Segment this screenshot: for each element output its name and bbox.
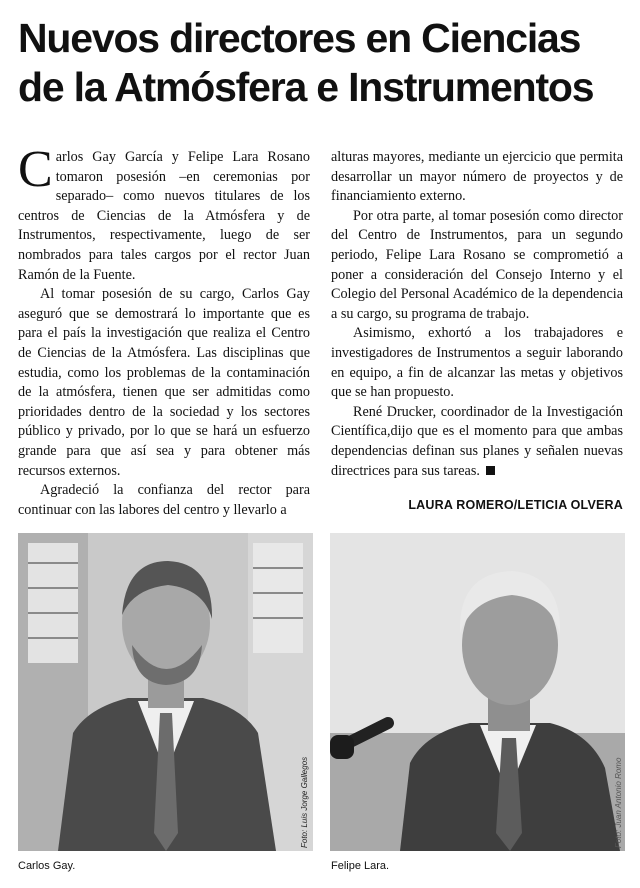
photo-carlos-gay: [18, 533, 313, 851]
photo-credit: Foto: Luis Jorge Gallegos: [300, 756, 309, 848]
photo-caption: Felipe Lara.: [331, 860, 390, 872]
photo-caption: Carlos Gay.: [18, 860, 76, 872]
article-paragraph: alturas mayores, mediante un ejercicio que permita desarrollar un mayor número de proyectos y de financiamiento externo.: [331, 149, 623, 205]
portrait-illustration: [18, 533, 313, 851]
article-column-right: [331, 148, 623, 481]
article-paragraph: Al tomar posesión de su cargo, Carlos Gay aseguró que se demostrará lo importante que es para el país la investigación que realiza el Centro de Ciencias de la Atmósfera. Las disciplinas que estudia, como los problemas de la contaminación de la atmósfera, tienen que ser admitidas como prioridades dentro de la sociedad y los sectores público y privado, por lo que se hará un esfuerzo grande para que así sea y para obtener más recursos externos.: [18, 286, 310, 479]
article-byline: LAURA ROMERO/LETICIA OLVERA: [408, 498, 623, 512]
article-paragraph: Agradeció la confianza del rector para continuar con las labores del centro y llevarlo a: [18, 482, 310, 518]
article-paragraph: [331, 403, 623, 481]
portrait-illustration: [330, 533, 625, 851]
article-paragraph: Por otra parte, al tomar posesión como director del Centro de Instrumentos, para un segundo periodo, Felipe Lara Rosano se comprometió a poner a consideración del Consejo Interno y el Colegio del Personal Académico de la dependencia a su cargo, su programa de trabajo.: [331, 207, 623, 322]
article-paragraph: [18, 141, 310, 285]
paragraph-text: arlos Gay García y Felipe Lara Rosano tomaron posesión –en ceremonias por separado– como nuevos titulares de los centros de Ciencias de la Atmósfera y de Instrumentos, respectivamente, luego de ser nombrados para tales cargos por el rector Juan Ramón de la Fuente.: [18, 149, 310, 283]
article-column-left: [18, 141, 310, 520]
photo-credit: Foto: Juan Antonio Romo: [614, 757, 623, 848]
photo-felipe-lara: [330, 533, 625, 851]
paragraph-text: René Drucker, coordinador de la Investigación Científica,dijo que es el momento para que ambas dependencias definan sus planes y señalen nuevas directrices para sus tareas.: [331, 403, 623, 479]
end-of-article-mark: [486, 466, 495, 475]
article-headline: Nuevos directores en Ciencias de la Atmósfera e Instrumentos: [18, 15, 594, 110]
article-paragraph: Asimismo, exhortó a los trabajadores e investigadores de Instrumentos a seguir laborando en equipo, a fin de alcanzar las metas y objetivos que se han propuesto.: [331, 325, 623, 401]
drop-cap: C: [18, 141, 53, 198]
